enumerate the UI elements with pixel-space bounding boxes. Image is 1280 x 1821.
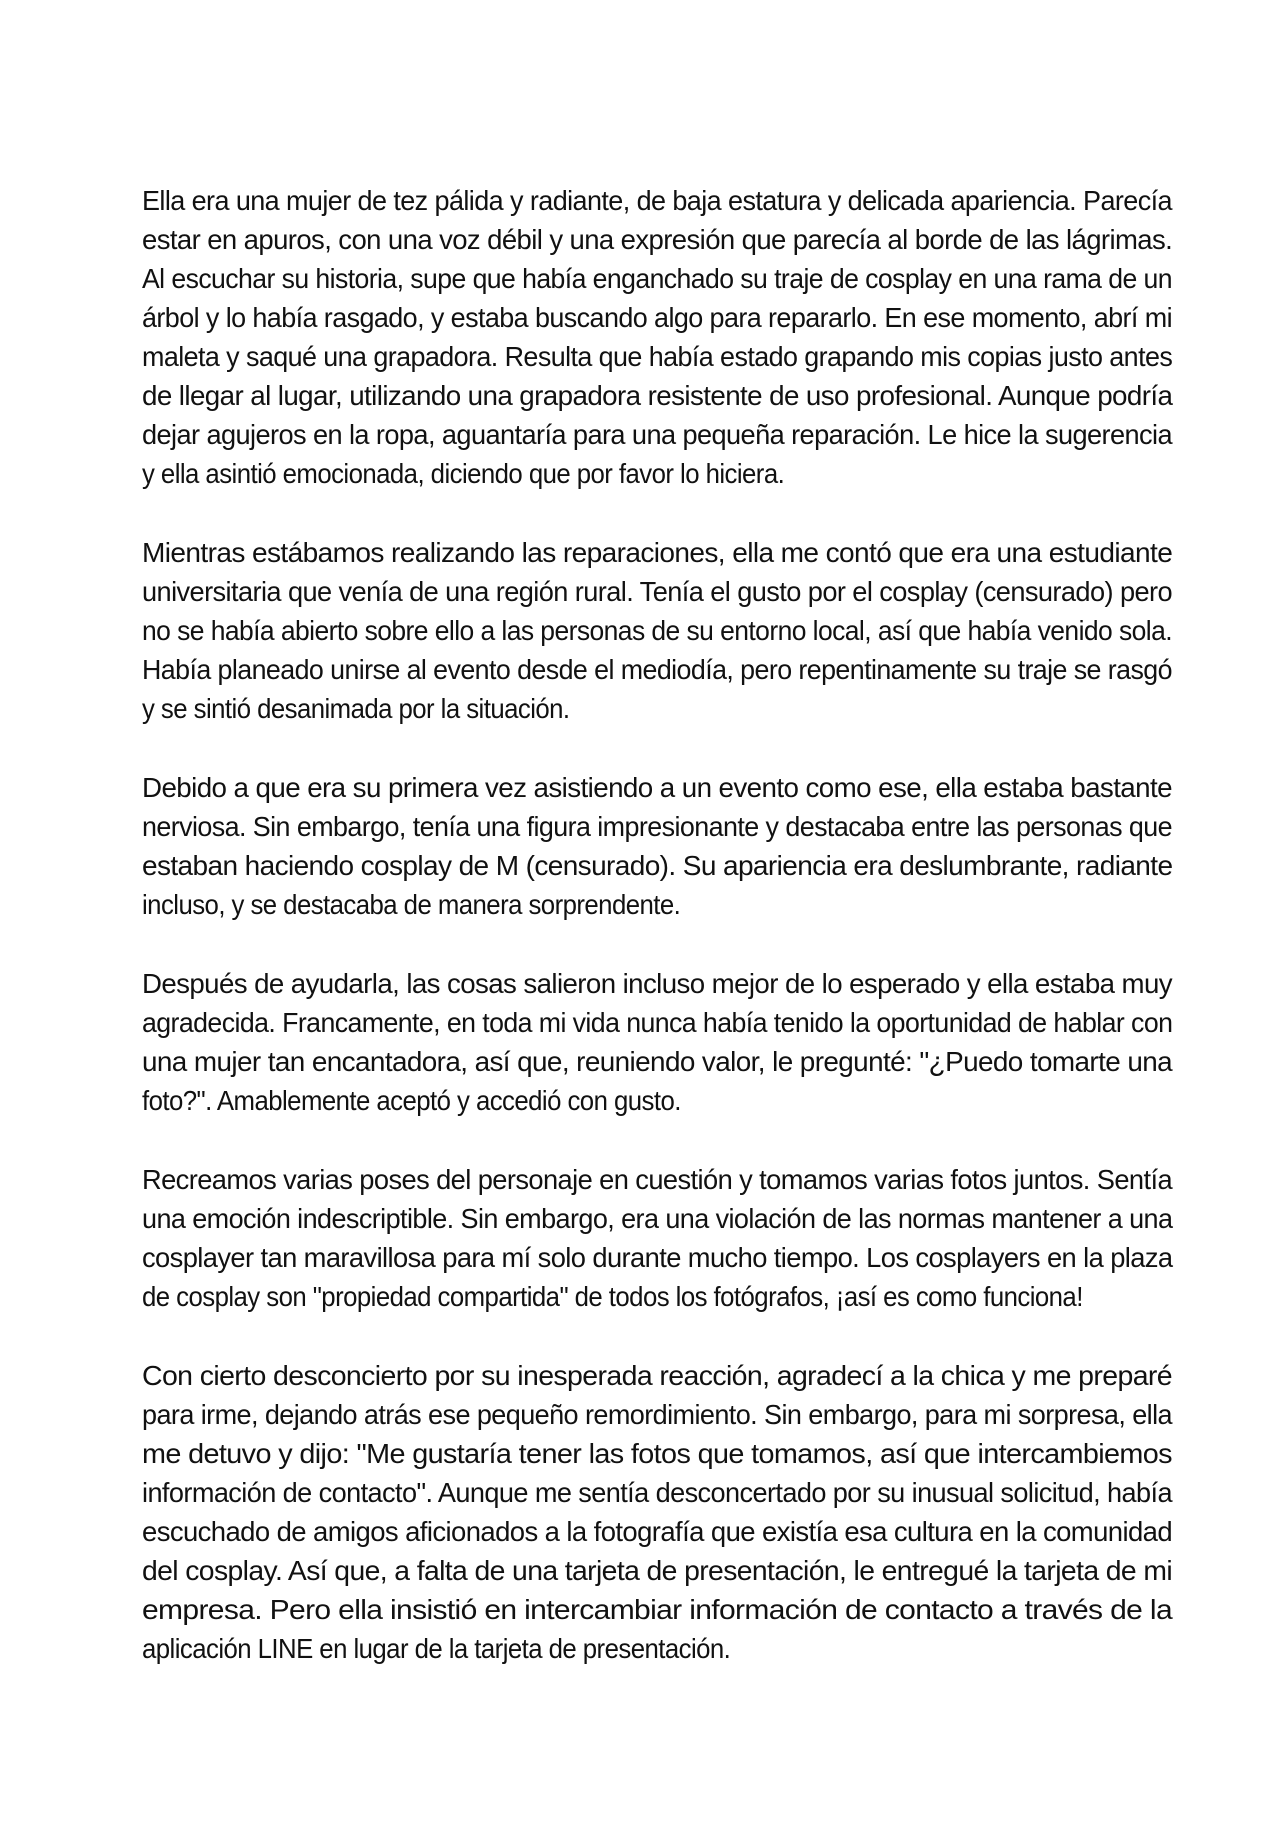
text-line: Con cierto desconcierto por su inesperada reacción, agradecí a la chica y me preparé	[142, 1360, 1173, 1391]
paragraph-2	[142, 533, 1172, 728]
text-line: nerviosa. Sin embargo, tenía una figura impresionante y destacaba entre las personas que	[142, 811, 1172, 842]
text-line: escuchado de amigos aficionados a la fotografía que existía esa cultura en la comunidad	[142, 1516, 1173, 1547]
text-line: incluso, y se destacaba de manera sorprendente.	[142, 889, 681, 920]
paragraph-6	[142, 1356, 1172, 1668]
text-line: árbol y lo había rasgado, y estaba buscando algo para repararlo. En ese momento, abrí mi	[142, 302, 1172, 333]
text-line: Había planeado unirse al evento desde el mediodía, pero repentinamente su traje se rasgó	[142, 654, 1172, 685]
text-line: agradecida. Francamente, en toda mi vida nunca había tenido la oportunidad de hablar con	[142, 1007, 1173, 1038]
text-line: Mientras estábamos realizando las reparaciones, ella me contó que era una estudiante	[142, 537, 1173, 568]
text-line: de llegar al lugar, utilizando una grapadora resistente de uso profesional. Aunque podría	[142, 380, 1173, 411]
text-line: una mujer tan encantadora, así que, reuniendo valor, le pregunté: "¿Puedo tomarte una	[142, 1046, 1173, 1077]
text-line: estar en apuros, con una voz débil y una expresión que parecía al borde de las lágrimas.	[142, 224, 1173, 255]
text-line: Al escuchar su historia, supe que había enganchado su traje de cosplay en una rama de un	[142, 263, 1173, 294]
text-line: dejar agujeros en la ropa, aguantaría para una pequeña reparación. Le hice la sugerencia	[142, 419, 1173, 450]
text-line: empresa. Pero ella insistió en intercambiar información de contacto a través de la	[142, 1594, 1172, 1625]
text-line: Debido a que era su primera vez asistiendo a un evento como ese, ella estaba bastante	[142, 772, 1172, 803]
text-line: cosplayer tan maravillosa para mí solo durante mucho tiempo. Los cosplayers en la plaza	[142, 1242, 1173, 1273]
paragraph-1	[142, 181, 1172, 493]
text-line: me detuvo y dijo: "Me gustaría tener las fotos que tomamos, así que intercambiemos	[142, 1438, 1172, 1469]
text-line: foto?". Amablemente aceptó y accedió con gusto.	[142, 1085, 681, 1116]
text-line: Después de ayudarla, las cosas salieron incluso mejor de lo esperado y ella estaba muy	[142, 968, 1172, 999]
text-line: universitaria que venía de una región rural. Tenía el gusto por el cosplay (censurado) pero	[142, 576, 1173, 607]
text-line: no se había abierto sobre ello a las personas de su entorno local, así que había venido sola.	[142, 615, 1173, 646]
text-line: del cosplay. Así que, a falta de una tarjeta de presentación, le entregué la tarjeta de mi	[142, 1555, 1173, 1586]
paragraph-3	[142, 768, 1172, 924]
text-line: y ella asintió emocionada, diciendo que por favor lo hiciera.	[142, 458, 785, 489]
text-line: para irme, dejando atrás ese pequeño remordimiento. Sin embargo, para mi sorpresa, ella	[142, 1399, 1172, 1430]
text-line: información de contacto". Aunque me sentía desconcertado por su inusual solicitud, había	[142, 1477, 1172, 1508]
paragraph-5	[142, 1160, 1172, 1316]
text-line: Recreamos varias poses del personaje en cuestión y tomamos varias fotos juntos. Sentía	[142, 1164, 1173, 1195]
text-line: una emoción indescriptible. Sin embargo, era una violación de las normas mantener a una	[142, 1203, 1173, 1234]
text-line: aplicación LINE en lugar de la tarjeta de presentación.	[142, 1633, 731, 1664]
text-line: estaban haciendo cosplay de M (censurado). Su apariencia era deslumbrante, radiante	[142, 850, 1173, 881]
document-page	[142, 181, 1172, 1708]
text-line: y se sintió desanimada por la situación.	[142, 693, 570, 724]
text-line: maleta y saqué una grapadora. Resulta que había estado grapando mis copias justo antes	[142, 341, 1173, 372]
paragraph-4	[142, 964, 1172, 1120]
text-line: Ella era una mujer de tez pálida y radiante, de baja estatura y delicada apariencia. Parecía	[142, 185, 1172, 216]
text-line: de cosplay son "propiedad compartida" de todos los fotógrafos, ¡así es como funciona!	[142, 1281, 1083, 1312]
